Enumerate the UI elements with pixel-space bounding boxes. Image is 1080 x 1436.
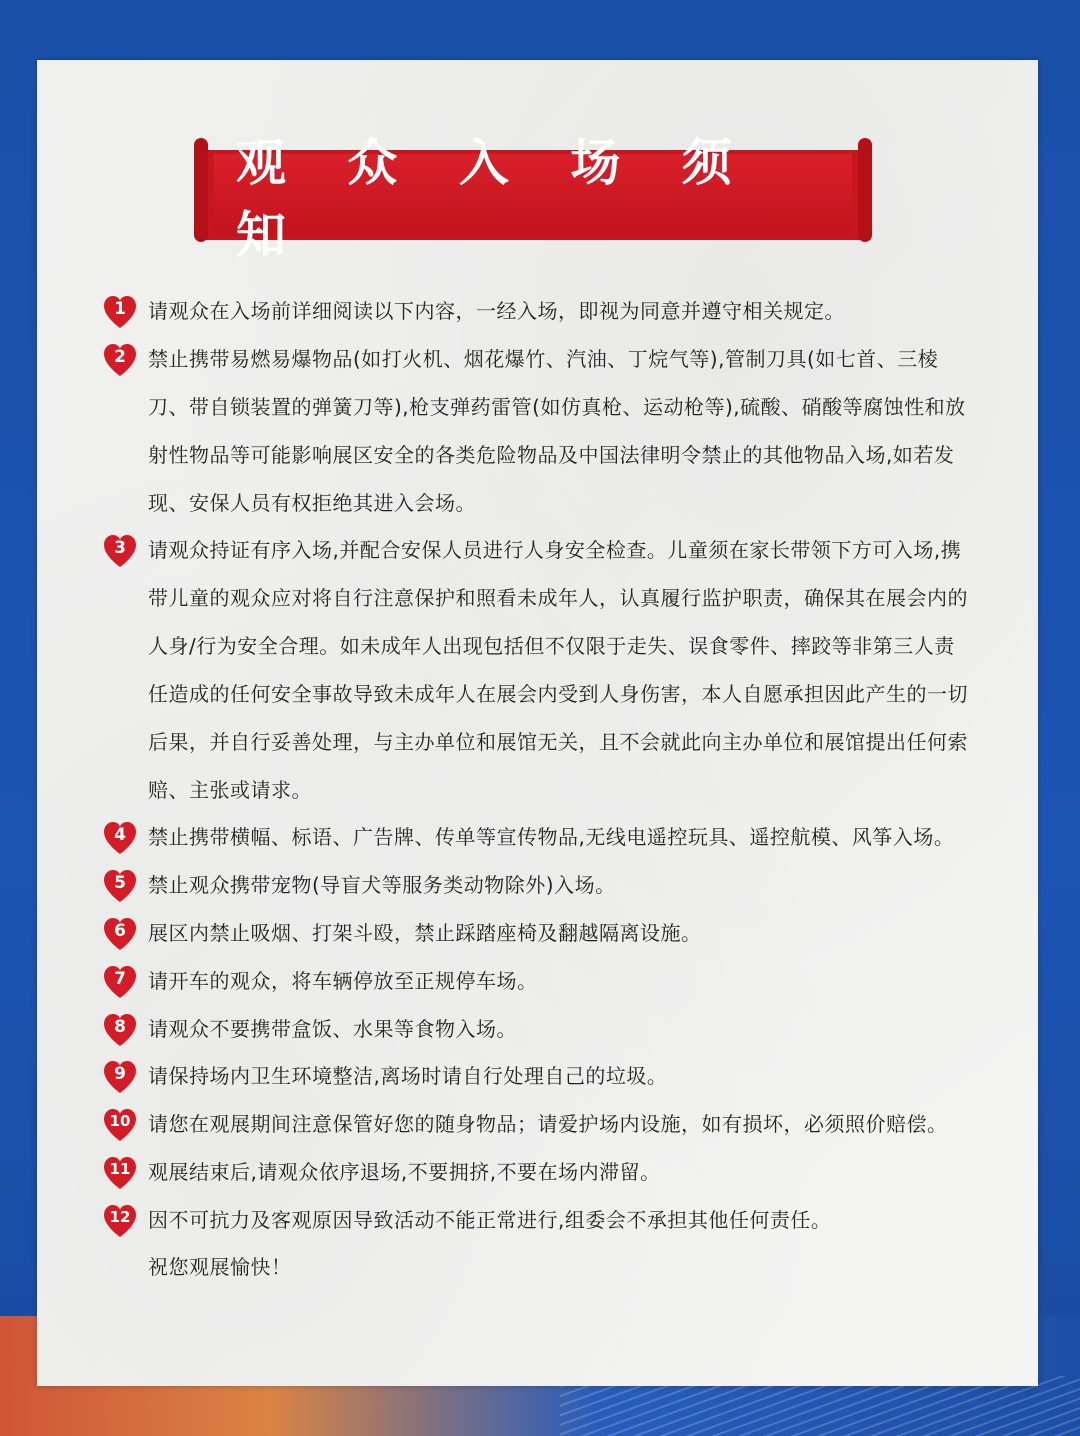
title-banner bbox=[200, 133, 866, 264]
rule-number: 4 bbox=[114, 825, 126, 845]
rule-text: 展区内禁止吸烟、打架斗殴，禁止踩踏座椅及翻越隔离设施。 bbox=[148, 921, 702, 945]
rule-text: 请您在观展期间注意保管好您的随身物品；请爱护场内设施，如有损坏，必须照价赔偿。 bbox=[148, 1112, 948, 1136]
closing-text: 祝您观展愉快！ bbox=[148, 1255, 292, 1279]
rule-text: 禁止观众携带宠物(导盲犬等服务类动物除外)入场。 bbox=[148, 873, 616, 897]
rule-number: 5 bbox=[114, 873, 126, 893]
rule-text: 观展结束后,请观众依序退场,不要拥挤,不要在场内滞留。 bbox=[148, 1160, 661, 1184]
rule-text: 因不可抗力及客观原因导致活动不能正常进行,组委会不承担其他任何责任。 bbox=[148, 1208, 832, 1232]
heart-icon bbox=[101, 1011, 139, 1049]
heart-icon bbox=[101, 915, 139, 953]
rule-text: 禁止携带横幅、标语、广告牌、传单等宣传物品,无线电遥控玩具、遥控航模、风筝入场。 bbox=[148, 825, 955, 849]
page-title: 观 众 入 场 须 知 bbox=[236, 133, 754, 264]
heart-icon bbox=[101, 1202, 139, 1240]
rule-text: 请开车的观众，将车辆停放至正规停车场。 bbox=[148, 969, 538, 993]
rule-number: 10 bbox=[109, 1112, 131, 1130]
heart-icon bbox=[101, 1106, 139, 1144]
rule-number: 3 bbox=[114, 538, 126, 558]
rule-text: 请观众持证有序入场,并配合安保人员进行人身安全检查。儿童须在家长带领下方可入场,携带儿童的观众应对将自行注意保护和照看未成年人，认真履行监护职责，确保其在展会内的人身/行为安全合理。如未成年人出现包括但不仅限于走失、误食零件、摔跤等非第三人责任造成的任何安全事故导致未成年人在展会内受到人身伤害，本人自愿承担因此产生的一切后果，并自行妥善处理，与主办单位和展馆无关，且不会就此向主办单位和展馆提出任何索赔、主张或请求。 bbox=[148, 538, 968, 802]
heart-icon bbox=[101, 867, 139, 905]
heart-icon bbox=[101, 341, 139, 379]
rule-text: 请保持场内卫生环境整洁,离场时请自行处理自己的垃圾。 bbox=[148, 1064, 668, 1088]
heart-icon bbox=[101, 963, 139, 1001]
rule-text: 请观众不要携带盒饭、水果等食物入场。 bbox=[148, 1017, 517, 1041]
rule-number: 9 bbox=[114, 1064, 126, 1084]
rule-number: 1 bbox=[114, 299, 126, 319]
heart-icon bbox=[101, 1154, 139, 1192]
rule-number: 7 bbox=[114, 969, 126, 989]
rule-number: 8 bbox=[114, 1017, 126, 1037]
heart-icon bbox=[101, 819, 139, 857]
rule-number: 6 bbox=[114, 921, 126, 941]
heart-icon bbox=[101, 293, 139, 331]
heart-icon bbox=[101, 1058, 139, 1096]
rule-number: 11 bbox=[109, 1160, 131, 1178]
title-banner-inner bbox=[214, 133, 852, 264]
rule-number: 12 bbox=[109, 1208, 131, 1226]
rule-text: 请观众在入场前详细阅读以下内容，一经入场，即视为同意并遵守相关规定。 bbox=[148, 299, 845, 323]
heart-icon bbox=[101, 532, 139, 570]
rule-number: 2 bbox=[114, 347, 126, 367]
rule-text: 禁止携带易燃易爆物品(如打火机、烟花爆竹、汽油、丁烷气等),管制刀具(如七首、三棱刀、带自锁装置的弹簧刀等),枪支弹药雷管(如仿真枪、运动枪等),硫酸、硝酸等腐蚀性和放射性物品等可能影响展区安全的各类危险物品及中国法律明令禁止的其他物品入场,如若发现、安保人员有权拒绝其进入会场。 bbox=[148, 347, 966, 515]
